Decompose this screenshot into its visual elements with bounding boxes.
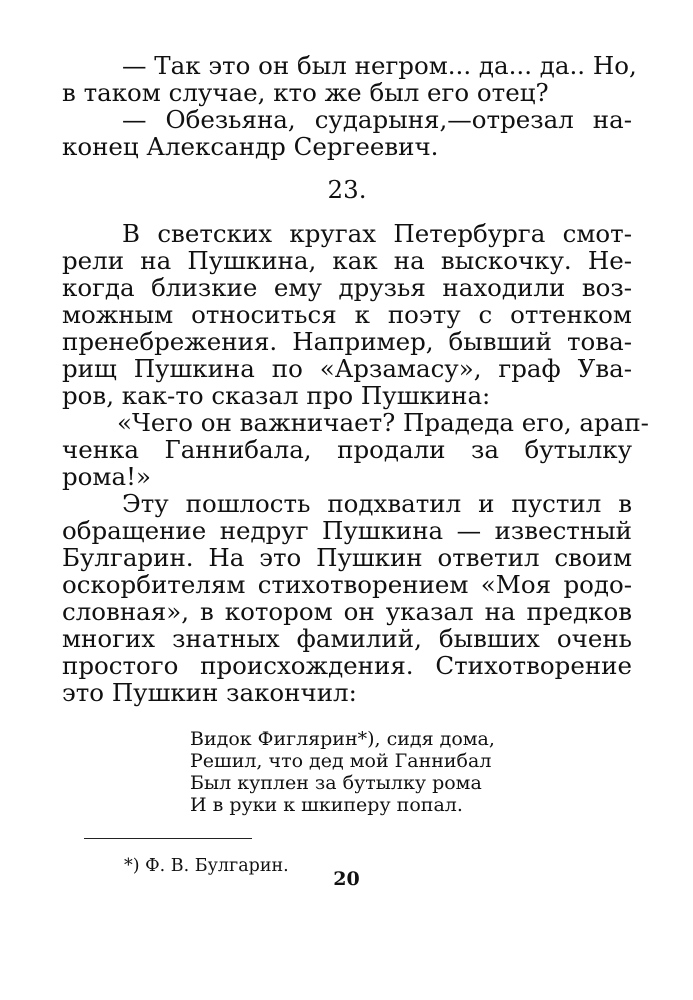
text-line: ров, как-то сказал про Пушкина: [62,381,491,410]
dialogue-line: — Обезьяна, сударыня,—отрезал на- [122,105,632,134]
dialogue-line: в таком случае, кто же был его отец? [62,78,549,107]
book-page [62,51,649,877]
paragraph-2 [62,490,632,706]
text-line: Булгарин. На это Пушкин ответил своим [62,543,632,572]
text-line: обращение недруг Пушкина — известный [62,516,632,545]
verse-line: Видок Фиглярин*), сидя дома, [190,728,495,750]
text-line: когда близкие ему друзья находили воз- [62,273,632,302]
text-line: словная», в котором он указал на предков [62,597,632,626]
verse-line: Решил, что дед мой Ганнибал [190,750,492,772]
quote-line: рома!» [62,462,151,491]
text-line: рели на Пушкина, как на выскочку. Не- [62,246,632,275]
verse-line: И в руки к шкиперу попал. [190,794,463,816]
text-line: многих знатных фамилий, бывших очень [62,624,632,653]
text-line: оскорбителям стихотворением «Моя родо- [62,570,632,599]
section-number: 23. [327,175,367,204]
quote-line: ченка Ганнибала, продали за бутылку [62,435,632,464]
text-line: рищ Пушкина по «Арзамасу», граф Ува- [62,354,632,383]
dialogue-line: — Так это он был негром... да... да.. Но, [122,51,637,80]
dialogue-block [62,51,637,161]
dialogue-line: конец Александр Сергеевич. [62,132,439,161]
text-line: это Пушкин закончил: [62,678,357,707]
text-line: можным относиться к поэту с оттенком [62,300,632,329]
footnote-divider [84,838,252,839]
page-number: 20 [333,868,360,890]
paragraph-1 [62,220,632,409]
verse-block [190,728,632,816]
text-line: Эту пошлость подхватил и пустил в [122,489,632,518]
footnote: *) Ф. В. Булгарин. [124,856,289,876]
text-line: простого происхождения. Стихотворение [62,651,632,680]
text-line: пренебрежения. Например, бывший това- [62,327,632,356]
verse-line: Был куплен за бутылку рома [190,772,482,794]
text-line: В светских кругах Петербурга смот- [122,219,632,248]
quote-block [62,408,649,491]
quote-line: «Чего он важничает? Прадеда его, арап- [117,408,649,437]
